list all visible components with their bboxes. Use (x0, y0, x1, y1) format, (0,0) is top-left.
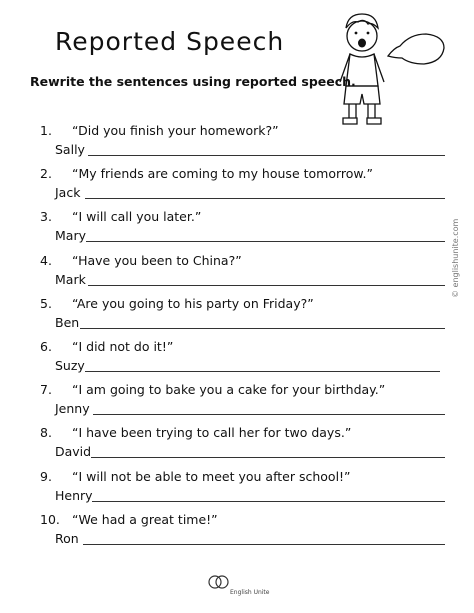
question-quote: “Did you finish your homework?” (72, 123, 279, 138)
answer-line[interactable] (86, 241, 445, 242)
question-quote: “Are you going to his party on Friday?” (72, 295, 314, 311)
question-item (40, 166, 373, 181)
question-item (40, 512, 218, 527)
question-number: 5. (40, 295, 52, 311)
speaker-name: Mary (55, 228, 86, 244)
answer-line[interactable] (83, 544, 445, 545)
answer-line[interactable] (93, 414, 445, 415)
instructions: Rewrite the sentences using reported speech. (30, 74, 356, 89)
question-quote: “I did not do it!” (72, 339, 174, 354)
question-item (40, 339, 173, 354)
question-quote: “I am going to bake you a cake for your birthday.” (72, 382, 386, 398)
answer-line[interactable] (88, 155, 445, 156)
page-title: Reported Speech (55, 27, 285, 56)
answer-line[interactable] (91, 457, 445, 458)
question-item (40, 253, 242, 268)
question-number: 3. (40, 209, 52, 225)
question-item (40, 209, 201, 224)
copyright-text: © englishunite.com (451, 218, 460, 298)
speaker-name: Ron (55, 530, 79, 546)
answer-line[interactable] (85, 371, 440, 372)
speaker-name: Henry (55, 487, 93, 503)
speaker-name: Mark (55, 271, 86, 287)
answer-line[interactable] (92, 501, 445, 502)
speaker-name: Sally (55, 142, 85, 157)
question-quote: “My friends are coming to my house tomorrow.” (72, 166, 373, 182)
answer-line[interactable] (85, 198, 445, 199)
answer-line[interactable] (88, 285, 445, 286)
question-number: 8. (40, 425, 52, 441)
question-number: 7. (40, 382, 52, 398)
english-unite-logo-icon (208, 574, 230, 590)
question-quote: “I have been trying to call her for two days.” (72, 425, 352, 441)
boy-speaking-illustration (328, 8, 448, 128)
speaker-name: Suzy (55, 358, 85, 373)
question-number: 10. (40, 511, 60, 527)
question-item (40, 425, 351, 440)
question-number: 4. (40, 252, 52, 268)
footer-logo-text: English Unite (230, 589, 270, 596)
question-item (40, 123, 279, 138)
speaker-name: David (55, 444, 92, 460)
speaker-name: Jack (55, 185, 81, 201)
speaker-name: Ben (55, 314, 80, 330)
question-number: 9. (40, 468, 52, 484)
speaker-name: Jenny (55, 401, 90, 417)
question-item (40, 469, 351, 484)
question-number: 1. (40, 123, 52, 138)
question-number: 2. (40, 166, 52, 182)
question-quote: “I will call you later.” (72, 209, 202, 225)
question-quote: “Have you been to China?” (72, 252, 242, 268)
question-item (40, 382, 385, 397)
question-quote: “I will not be able to meet you after school!” (72, 468, 351, 484)
question-item (40, 296, 314, 311)
answer-line[interactable] (80, 328, 445, 329)
question-number: 6. (40, 339, 52, 354)
question-quote: “We had a great time!” (72, 511, 218, 527)
